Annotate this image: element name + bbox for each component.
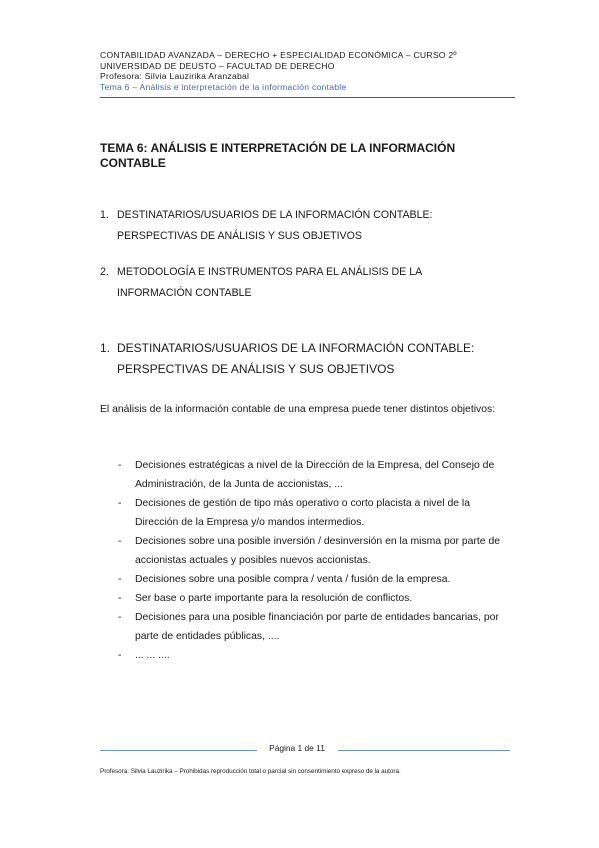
list-item-text: ... ... ....	[135, 650, 170, 661]
bullet-dash: -	[118, 536, 122, 547]
list-item	[100, 532, 515, 570]
section-number: 1.	[100, 341, 111, 355]
footer-copyright-note: Profesora: Silvia Lauzirika – Prohibidas reproducción total o parcial sin consentimiento expreso de la autora.	[100, 768, 401, 775]
intro-paragraph: El análisis de la información contable de una empresa puede tener distintos objetivos:	[100, 404, 496, 415]
toc-item-line: PERSPECTIVAS DE ANÁLISIS Y SUS OBJETIVOS	[117, 230, 362, 242]
objectives-list	[100, 456, 515, 665]
toc-item-number: 2.	[100, 266, 109, 278]
list-item	[100, 570, 515, 589]
toc-item-line: DESTINATARIOS/USUARIOS DE LA INFORMACIÓN CONTABLE:	[117, 209, 433, 221]
list-item	[100, 589, 515, 608]
bullet-dash: -	[118, 460, 122, 471]
toc-item-line: INFORMACIÓN CONTABLE	[117, 287, 252, 299]
bullet-dash: -	[118, 498, 122, 509]
page-header	[100, 50, 515, 92]
bullet-dash: -	[118, 650, 122, 661]
list-item-text: Ser base o parte importante para la resolución de conflictos.	[135, 593, 413, 604]
list-item-text: Decisiones de gestión de tipo más operativo o corto placista a nivel de la Dirección de la Empresa y/o mandos intermedios.	[135, 498, 471, 528]
section-heading	[100, 338, 515, 380]
toc-item-1	[100, 205, 515, 247]
list-item	[100, 494, 515, 532]
bullet-dash: -	[118, 612, 122, 623]
toc-item-line: METODOLOGÍA E INSTRUMENTOS PARA EL ANÁLISIS DE LA	[117, 266, 423, 278]
document-title: TEMA 6: ANÁLISIS E INTERPRETACIÓN DE LA INFORMACIÓN CONTABLE	[100, 141, 456, 170]
list-item-text: Decisiones estratégicas a nivel de la Dirección de la Empresa, del Consejo de Administración, de la Junta de accionistas, ...	[135, 460, 495, 490]
header-divider	[100, 97, 515, 98]
section-heading-line: PERSPECTIVAS DE ANÁLISIS Y SUS OBJETIVOS	[117, 362, 395, 376]
header-topic: Tema 6 – Análisis e interpretación de la información contable	[100, 81, 347, 92]
bullet-dash: -	[118, 574, 122, 585]
page-number: Página 1 de 11	[269, 743, 325, 753]
list-item-text: Decisiones para una posible financiación por parte de entidades bancarias, por parte de entidades públicas, ....	[135, 612, 499, 642]
list-item	[100, 646, 515, 665]
bullet-dash: -	[118, 593, 122, 604]
footer-divider-right	[338, 750, 510, 751]
list-item-text: Decisiones sobre una posible inversión / desinversión en la misma por parte de accionistas actuales y posibles nuevos accionistas.	[135, 536, 501, 566]
section-heading-line: DESTINATARIOS/USUARIOS DE LA INFORMACIÓN CONTABLE:	[117, 341, 475, 355]
list-item	[100, 456, 515, 494]
toc-item-2	[100, 262, 515, 304]
toc-item-number: 1.	[100, 209, 109, 221]
footer-divider-left	[100, 750, 257, 751]
header-professor: Profesora: Silvia Lauzirika Aranzabal	[100, 71, 250, 82]
header-course: CONTABILIDAD AVANZADA – DERECHO + ESPECIALIDAD ECONÓMICA – CURSO 2º	[100, 50, 457, 60]
list-item-text: Decisiones sobre una posible compra / venta / fusión de la empresa.	[135, 574, 451, 585]
header-university: UNIVERSIDAD DE DEUSTO – FACULTAD DE DERECHO	[100, 60, 335, 71]
list-item	[100, 608, 515, 646]
